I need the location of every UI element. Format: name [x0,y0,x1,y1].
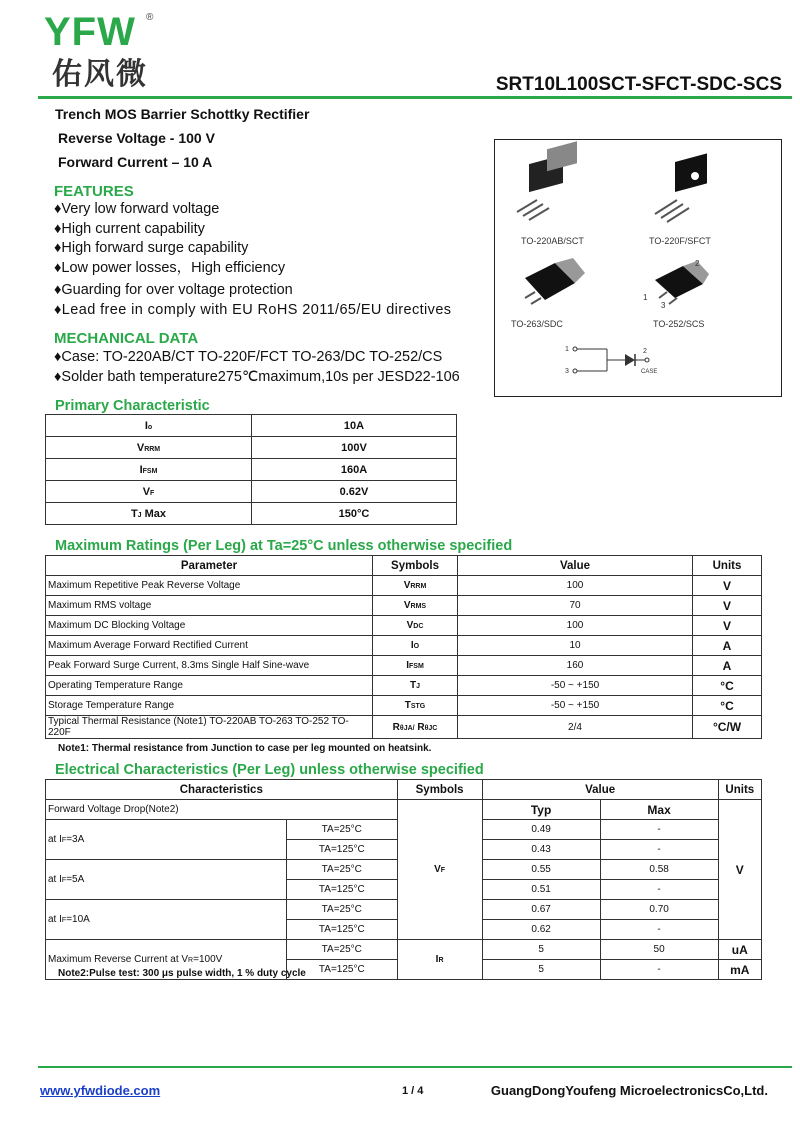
package-label: TO-252/SCS [653,319,705,329]
primary-value: 100V [252,437,457,459]
unit-cell: mA [718,960,761,980]
table-row [46,636,762,656]
symbol-main: I [139,463,143,476]
parameter-cell: Maximum Average Forward Rectified Current [46,636,373,656]
col-value: Value [482,780,718,800]
typ-value: 0.62 [482,920,600,940]
to220ab-drawing [517,141,577,220]
value-cell: 160 [458,656,693,676]
to263-drawing [525,258,585,304]
vf-unit: V [718,800,761,940]
value-cell: -50 ~ +150 [458,676,693,696]
max-value: 50 [600,940,718,960]
label-rest: =5A [66,874,85,885]
symbol-subscript: F [440,867,446,874]
symbol-main: V [406,620,414,631]
parameter-cell: Maximum RMS voltage [46,596,373,616]
feature-item: ♦High forward surge capability [54,240,249,256]
symbol-subscript: FSM [142,467,158,475]
registered-mark: ® [146,12,154,23]
mechanical-list [54,348,460,387]
max-value: - [600,960,718,980]
value-cell: 2/4 [458,716,693,739]
parameter-cell: Operating Temperature Range [46,676,373,696]
value-cell: 70 [458,596,693,616]
label-main: at I [48,834,62,845]
symbol-subscript: STG [410,703,426,710]
value-cell: 100 [458,616,693,636]
max-value: - [600,880,718,900]
primary-symbol [46,459,252,481]
temperature-cell: TA=125°C [287,960,398,980]
website-link[interactable]: www.yfwdiode.com [40,1083,161,1098]
table-row [46,656,762,676]
col-symbols: Symbols [397,780,482,800]
col-symbols: Symbols [373,556,458,576]
symbol-cell [373,696,458,716]
unit-cell: A [693,636,762,656]
logo-text: YFW [44,10,136,54]
to220f-drawing [655,153,707,222]
table-row [46,481,457,503]
typ-value: 0.55 [482,860,600,880]
symbol-main: T [409,680,417,691]
note2: Note2:Pulse test: 300 μs pulse width, 1 % duty cycle [58,968,306,979]
typ-value: 0.43 [482,840,600,860]
symbol-main: T [404,700,411,711]
primary-table [45,414,457,525]
unit-cell: V [693,576,762,596]
table-row [46,437,457,459]
symbol-cell [373,616,458,636]
table-row [46,576,762,596]
package-drawings [495,140,781,396]
diode-symbol [565,346,657,375]
symbol-main: V [136,441,145,454]
max-value: - [600,820,718,840]
symbol-main: V [403,600,411,611]
table-row [46,596,762,616]
temperature-cell: TA=125°C [287,880,398,900]
label-main: Maximum Reverse Current at V [48,954,189,965]
logo [44,12,136,52]
symbol-subscript: θJC [424,724,438,732]
symbol-main: I [435,954,439,965]
col-parameter: Parameter [46,556,373,576]
label-rest: =3A [66,834,85,845]
features-heading: FEATURES [54,183,134,200]
page-number: 1 / 4 [402,1085,424,1097]
value-cell: 10 [458,636,693,656]
symbol-subscript: DC [413,623,424,630]
table-header-row [46,556,762,576]
symbol-subscript: RRM [410,583,427,590]
pin-label: 3 [661,301,666,310]
symbol-cell [373,656,458,676]
label-rest: =10A [66,914,90,925]
package-label: TO-220F/SFCT [649,236,711,246]
mechanical-item: ♦Case: TO-220AB/CT TO-220F/FCT TO-263/DC TO-252/CS [54,349,443,365]
symbol-main: I [406,660,409,671]
pin-label: 2 [695,259,700,268]
condition-label [46,820,287,860]
temperature-cell: TA=125°C [287,920,398,940]
symbol-cell [373,576,458,596]
typ-value: 0.67 [482,900,600,920]
company-name: GuangDongYoufeng MicroelectronicsCo,Ltd. [490,1083,768,1098]
symbol-subscript: J [137,511,142,519]
symbol-extra: Max [141,507,167,520]
symbol-subscript: RRM [144,445,161,453]
table-row [46,503,457,525]
unit-cell: V [693,616,762,636]
max-value: - [600,920,718,940]
symbol-main: R [414,721,425,733]
condition-label [46,860,287,900]
unit-cell: V [693,596,762,616]
typ-value: 5 [482,960,600,980]
table-row [46,716,762,739]
unit-cell: A [693,656,762,676]
primary-symbol [46,437,252,459]
typ-header: Typ [482,800,600,820]
unit-cell: °C/W [693,716,762,739]
max-header: Max [600,800,718,820]
typ-value: 0.51 [482,880,600,900]
col-units: Units [693,556,762,576]
parameter-cell: Maximum DC Blocking Voltage [46,616,373,636]
symbol-main: I [410,640,414,651]
unit-cell: °C [693,676,762,696]
col-value: Value [458,556,693,576]
max-value: 0.58 [600,860,718,880]
parameter-cell: Peak Forward Surge Current, 8.3ms Single Half Sine-wave [46,656,373,676]
label-main: at I [48,914,62,925]
symbol-main: V [403,580,411,591]
col-characteristics: Characteristics [46,780,398,800]
table-row [46,616,762,636]
unit-cell: °C [693,696,762,716]
package-outline-box [494,139,782,397]
value-cell: 100 [458,576,693,596]
primary-value: 150°C [252,503,457,525]
primary-heading: Primary Characteristic [55,398,210,414]
symbol-main: R [392,721,400,733]
parameter-cell: Storage Temperature Range [46,696,373,716]
condition-label [46,900,287,940]
primary-value: 0.62V [252,481,457,503]
max-value: - [600,840,718,860]
parameter-cell: Maximum Repetitive Peak Reverse Voltage [46,576,373,596]
case-label: CASE [641,369,658,375]
symbol-subscript: F [150,489,155,497]
feature-item: ♦High current capability [54,220,205,237]
unit-cell: uA [718,940,761,960]
table-row [46,676,762,696]
label-subscript: F [61,917,67,924]
temperature-cell: TA=25°C [287,940,398,960]
symbol-cell [373,716,458,739]
electrical-table [45,779,762,980]
max-value: 0.70 [600,900,718,920]
symbol-cell [373,676,458,696]
temperature-cell: TA=25°C [287,900,398,920]
symbol-subscript: o [147,423,153,431]
primary-value: 10A [252,415,457,437]
pin-label: 2 [643,348,647,355]
pin-label: 3 [565,368,569,375]
temperature-cell: TA=125°C [287,840,398,860]
table-row [46,696,762,716]
temperature-cell: TA=25°C [287,820,398,840]
table-row [46,415,457,437]
ir-symbol [397,940,482,980]
temperature-cell: TA=25°C [287,860,398,880]
pin-label: 1 [643,293,648,302]
feature-item: ♦Guarding for over voltage protection [54,282,293,298]
symbol-subscript: RMS [410,603,427,610]
reverse-voltage: Reverse Voltage - 100 V [58,130,215,146]
table-row [46,459,457,481]
forward-current: Forward Current – 10 A [58,154,213,170]
symbol-main: T [130,507,138,520]
symbol-subscript: O [413,643,420,650]
typ-value: 5 [482,940,600,960]
feature-item: ♦Very low forward voltage [54,201,220,217]
logo-chinese: 佑风微 [52,57,148,92]
primary-symbol [46,503,252,525]
value-cell: -50 ~ +150 [458,696,693,716]
col-units: Units [718,780,761,800]
package-label: TO-263/SDC [511,319,563,329]
pin-label: 1 [565,346,569,353]
electrical-heading: Electrical Characteristics (Per Leg) unless otherwise specified [55,762,484,778]
symbol-subscript: R [438,957,444,964]
vf-symbol [397,800,482,940]
footer-divider [38,1066,792,1068]
symbol-subscript: FSM [409,663,424,670]
symbol-main: I [144,419,148,432]
label-main: at I [48,874,62,885]
symbol-cell [373,596,458,616]
table-header-row [46,780,762,800]
header-divider [38,96,792,99]
table-row [46,800,762,820]
part-number: SRT10L100SCT-SFCT-SDC-SCS [495,74,782,95]
package-label: TO-220AB/SCT [521,236,584,246]
note1: Note1: Thermal resistance from Junction to case per leg mounted on heatsink. [58,743,432,754]
feature-item: ♦Low power losses，High efficiency [54,259,286,276]
primary-symbol [46,415,252,437]
features-list [54,200,451,320]
label-subscript: F [61,877,67,884]
parameter-cell: Typical Thermal Resistance (Note1) TO-220AB TO-263 TO-252 TO-220F [46,716,373,739]
typ-value: 0.49 [482,820,600,840]
mechanical-heading: MECHANICAL DATA [54,330,199,347]
label-subscript: F [61,837,67,844]
feature-item: ♦Lead free in comply with EU RoHS 2011/65/EU directives [54,301,452,318]
symbol-main: V [434,864,441,875]
symbol-subscript: J [416,683,420,690]
label-rest: =100V [193,954,223,965]
mechanical-item: ♦Solder bath temperature275℃maximum,10s per JESD22-106 [54,368,460,385]
symbol-main: V [142,485,151,498]
to252-drawing [655,261,709,304]
product-title: Trench MOS Barrier Schottky Rectifier [55,106,310,122]
label-subscript: R [188,957,194,964]
primary-symbol [46,481,252,503]
symbol-cell [373,636,458,656]
symbol-subscript: θJA/ [399,724,415,732]
table-row [46,940,762,960]
forward-voltage-label: Forward Voltage Drop(Note2) [46,800,398,820]
max-ratings-heading: Maximum Ratings (Per Leg) at Ta=25°C unless otherwise specified [55,538,513,554]
max-ratings-table [45,555,762,739]
primary-value: 160A [252,459,457,481]
